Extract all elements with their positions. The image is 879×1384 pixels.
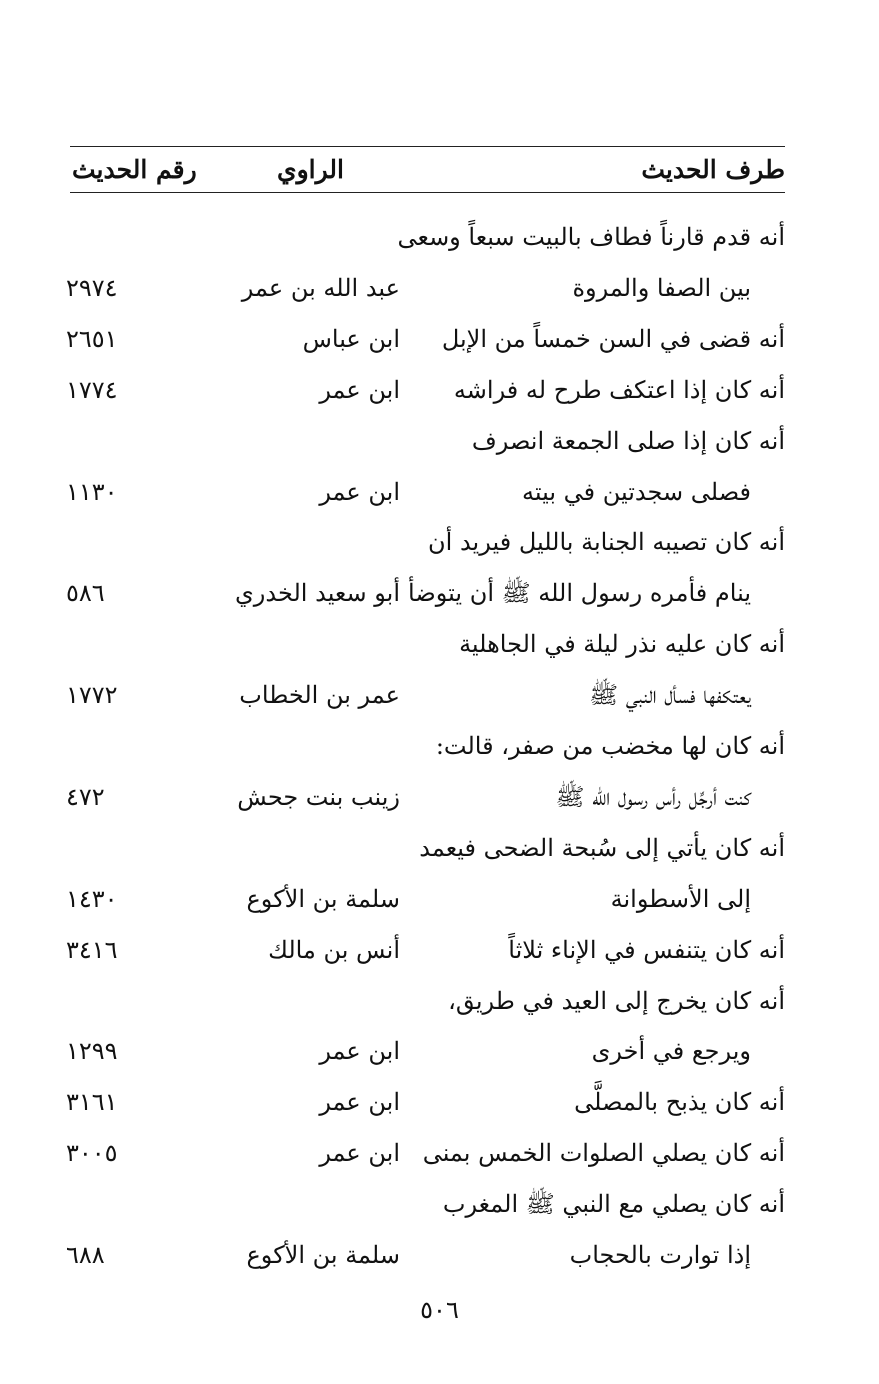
hadith-number bbox=[66, 416, 146, 466]
hadith-number bbox=[66, 976, 146, 1026]
narrator bbox=[200, 619, 400, 669]
narrator: ابن عمر bbox=[319, 1037, 400, 1066]
narrator: أبو سعيد الخدري bbox=[235, 579, 400, 608]
table-row bbox=[0, 416, 879, 466]
table-row bbox=[0, 925, 879, 975]
table-row bbox=[0, 1077, 879, 1127]
hadith-text: بين الصفا والمروة bbox=[572, 273, 751, 302]
hadith-number bbox=[66, 619, 146, 669]
hadith-number bbox=[66, 212, 146, 262]
hadith-number: ١٢٩٩ bbox=[66, 1037, 118, 1066]
header-rule bbox=[70, 192, 785, 193]
hadith-number: ٣٠٠٥ bbox=[66, 1139, 118, 1168]
narrator: عمر بن الخطاب bbox=[239, 681, 400, 710]
hadith-text: أنه قدم قارناً فطاف بالبيت سبعاً وسعى bbox=[397, 223, 785, 251]
hadith-text: يعتكفها فسأل النبي ﷺ bbox=[589, 681, 751, 710]
table-row bbox=[0, 721, 879, 771]
table-row bbox=[0, 976, 879, 1026]
header-hadith-text: طرف الحديث bbox=[641, 155, 785, 184]
table-row bbox=[0, 772, 879, 822]
table-row bbox=[0, 314, 879, 364]
hadith-text: أنه كان يصلي الصلوات الخمس بمنى bbox=[422, 1139, 785, 1168]
narrator: عبد الله بن عمر bbox=[241, 273, 400, 302]
hadith-text: كنت أرجِّل رأس رسول الله ﷺ bbox=[555, 782, 751, 811]
hadith-text: فصلى سجدتين في بيته bbox=[521, 477, 751, 506]
narrator: زينب بنت جحش bbox=[237, 782, 400, 811]
table-row bbox=[0, 619, 879, 669]
table-row bbox=[0, 365, 879, 415]
narrator: ابن عمر bbox=[319, 1088, 400, 1117]
narrator: ابن عمر bbox=[319, 1139, 400, 1168]
narrator: ابن عمر bbox=[319, 477, 400, 506]
hadith-text: أنه كان عليه نذر ليلة في الجاهلية bbox=[459, 630, 785, 659]
hadith-number: ١٧٧٢ bbox=[66, 681, 118, 710]
page-number: ٥٠٦ bbox=[420, 1296, 459, 1324]
hadith-text: أنه كان إذا صلى الجمعة انصرف bbox=[471, 426, 785, 455]
narrator bbox=[200, 721, 400, 771]
narrator: سلمة بن الأكوع bbox=[246, 884, 400, 913]
narrator bbox=[200, 416, 400, 466]
table-row bbox=[0, 467, 879, 517]
table-row bbox=[0, 1230, 879, 1280]
hadith-number bbox=[66, 517, 146, 567]
hadith-text: أنه كان تصيبه الجنابة بالليل فيريد أن bbox=[428, 528, 785, 557]
hadith-number: ٣٤١٦ bbox=[66, 935, 118, 964]
narrator: ابن عمر bbox=[319, 375, 400, 404]
hadith-number: ١٤٣٠ bbox=[66, 884, 118, 913]
narrator: أنس بن مالك bbox=[268, 935, 400, 964]
hadith-text: أنه كان يخرج إلى العيد في طريق، bbox=[448, 986, 785, 1015]
table-row bbox=[0, 823, 879, 873]
hadith-text: ينام فأمره رسول الله ﷺ أن يتوضأ bbox=[408, 579, 751, 608]
hadith-text: أنه كان لها مخضب من صفر، قالت: bbox=[435, 732, 785, 760]
hadith-number: ٢٩٧٤ bbox=[66, 273, 118, 302]
narrator: سلمة بن الأكوع bbox=[246, 1241, 400, 1269]
header-narrator: الراوي bbox=[277, 155, 344, 184]
narrator bbox=[200, 1179, 400, 1229]
narrator: ابن عباس bbox=[302, 324, 400, 353]
hadith-text: إلى الأسطوانة bbox=[610, 884, 751, 913]
table-row bbox=[0, 874, 879, 924]
table-row bbox=[0, 1179, 879, 1229]
hadith-text: أنه كان يأتي إلى سُبحة الضحى فيعمد bbox=[419, 833, 785, 862]
table-row bbox=[0, 517, 879, 567]
hadith-number: ١١٣٠ bbox=[66, 477, 118, 506]
hadith-number: ٥٨٦ bbox=[66, 579, 105, 608]
table-row bbox=[0, 212, 879, 262]
table-row bbox=[0, 568, 879, 618]
narrator bbox=[200, 823, 400, 873]
table-row bbox=[0, 670, 879, 720]
table-row bbox=[0, 263, 879, 313]
header-hadith-number: رقم الحديث bbox=[72, 155, 197, 184]
narrator bbox=[200, 212, 400, 262]
hadith-text: أنه كان يتنفس في الإناء ثلاثاً bbox=[508, 935, 785, 964]
hadith-number: ٢٦٥١ bbox=[66, 324, 118, 353]
narrator bbox=[200, 517, 400, 567]
hadith-text: أنه قضى في السن خمساً من الإبل bbox=[441, 324, 785, 353]
hadith-number: ٤٧٢ bbox=[66, 782, 105, 811]
hadith-number bbox=[66, 1179, 146, 1229]
top-rule bbox=[70, 146, 785, 147]
hadith-number: ٦٨٨ bbox=[66, 1241, 105, 1269]
hadith-number bbox=[66, 823, 146, 873]
hadith-text: أنه كان يذبح بالمصلَّى bbox=[574, 1088, 785, 1117]
hadith-number bbox=[66, 721, 146, 771]
hadith-number: ٣١٦١ bbox=[66, 1088, 118, 1117]
hadith-text: أنه كان إذا اعتكف طرح له فراشه bbox=[453, 375, 785, 404]
hadith-text: ويرجع في أخرى bbox=[591, 1037, 751, 1066]
table-row bbox=[0, 1026, 879, 1076]
hadith-number: ١٧٧٤ bbox=[66, 375, 118, 404]
hadith-text: أنه كان يصلي مع النبي ﷺ المغرب bbox=[442, 1190, 785, 1219]
narrator bbox=[200, 976, 400, 1026]
hadith-text: إذا توارت بالحجاب bbox=[569, 1241, 751, 1269]
table-row bbox=[0, 1128, 879, 1178]
